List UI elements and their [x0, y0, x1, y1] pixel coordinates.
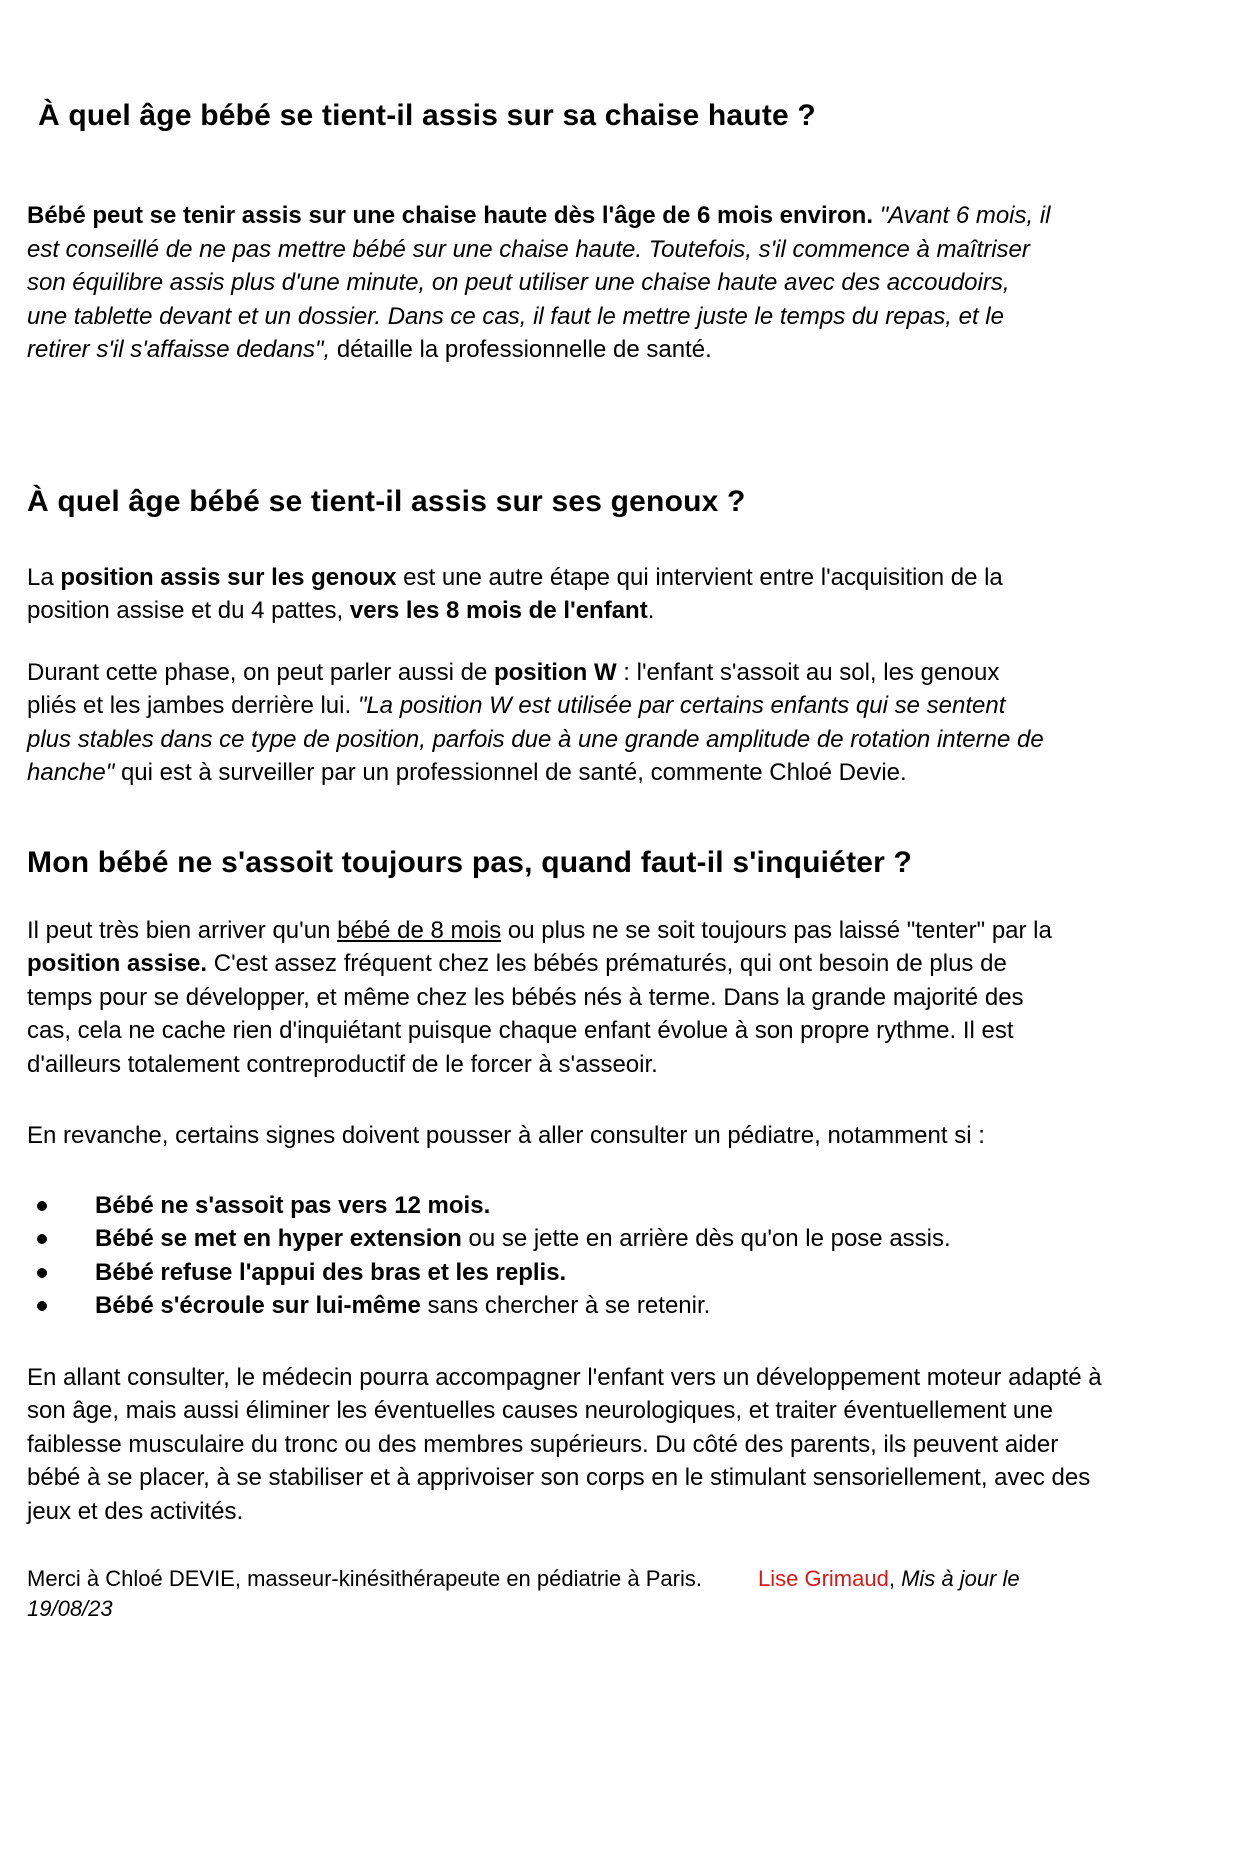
heading-inquieter: Mon bébé ne s'assoit toujours pas, quand faut-il s'inquiéter ? — [27, 845, 913, 879]
list-item — [27, 1222, 1052, 1256]
genoux-paragraph — [27, 561, 1052, 628]
separator: , — [888, 1566, 902, 1591]
text-run: Bébé se met en hyper extension — [95, 1225, 462, 1252]
text-run: En revanche, certains signes doivent pousser à aller consulter un pédiatre, notamment si : — [27, 1122, 985, 1149]
list-item — [27, 1189, 1052, 1223]
document-page — [0, 97, 1242, 1852]
heading-age-genoux: À quel âge bébé se tient-il assis sur ses genoux ? — [27, 484, 746, 518]
text-run: Bébé s'écroule sur lui-même — [95, 1292, 421, 1319]
text-run: qui est à surveiller par un professionnel de santé, commente Chloé Devie. — [120, 759, 907, 786]
consulter-intro-paragraph — [27, 1119, 1052, 1153]
text-run: Bébé peut se tenir assis sur une chaise haute dès l'âge de 6 mois environ. — [27, 202, 880, 229]
consulter-outro-paragraph — [27, 1361, 1112, 1529]
text-run: position W — [493, 658, 617, 686]
text-run: Il peut très bien arriver qu'un — [27, 916, 338, 944]
warning-signs-list — [27, 1189, 1052, 1323]
text-run: position assise. — [27, 950, 208, 977]
text-run: "Avant 6 mois, il est conseillé de ne pas mettre bébé sur une chaise haute. Toutefois, s'il commence à maîtriser son équilibre assis plus d'une minute, on peut utiliser une chaise haute avec des accoudoirs, une tablette devant et un dossier. Dans ce cas, il faut le mettre juste le temps du repas, et le retirer s'il s'affaisse dedans", — [27, 202, 1051, 363]
text-run: vers les 8 mois de l'enfant — [349, 597, 648, 624]
credits-text: Merci à Chloé DEVIE, masseur-kinésithérapeute en pédiatrie à Paris. — [27, 1566, 702, 1591]
text-run: ou plus ne se soit toujours pas laissé "tenter" par la — [501, 916, 1052, 944]
text-run: En allant consulter, le médecin pourra accompagner l'enfant vers un développement moteur adapté à son âge, mais aussi éliminer les éventuelles causes neurologiques, et traiter éventuellement une faiblesse musculaire du tronc ou des membres supérieurs. Du côté des parents, ils peuvent aider bébé à se placer, à se stabiliser et à apprivoiser son corps en le stimulant sensoriellement, avec des jeux et des activités. — [27, 1363, 1102, 1525]
article-footer — [27, 1564, 1052, 1624]
article-body — [27, 199, 1102, 1624]
text-run: Bébé refuse l'appui des bras et les replis. — [95, 1258, 567, 1286]
text-run: sans chercher à se retenir. — [420, 1292, 711, 1319]
text-run: C'est assez fréquent chez les bébés prématurés, qui ont besoin de plus de temps pour se développer, et même chez les bébés nés à terme. Dans la grande majorité des cas, cela ne cache rien d'inquiétant puisque chaque enfant évolue à son propre rythme. Il est d'ailleurs totalement contreproductif de le forcer à s'asseoir. — [27, 950, 1024, 1078]
author-name: Lise Grimaud — [758, 1566, 889, 1591]
text-run: . — [647, 597, 655, 624]
list-item — [27, 1256, 1052, 1290]
text-run: : l'enfant s'assoit au sol, les genoux pliés et les jambes derrière lui. — [27, 658, 1000, 719]
text-run: "La position W est utilisée par certains enfants qui se sentent plus stables dans ce type de position, parfois due à une grande amplitude de rotation interne de hanche" — [27, 692, 1044, 786]
intro-paragraph — [27, 199, 1052, 367]
text-run: ou se jette en arrière dès qu'on le pose assis. — [461, 1225, 951, 1252]
text-run: Bébé ne s'assoit pas vers 12 mois. — [95, 1191, 491, 1219]
inquieter-paragraph — [27, 914, 1052, 1082]
text-run: détaille la professionnelle de santé. — [336, 336, 712, 363]
text-run: La — [27, 563, 61, 591]
link-bebe-8-mois[interactable]: bébé de 8 mois — [337, 916, 502, 944]
text-run: position assis sur les genoux — [60, 563, 397, 591]
text-run: Durant cette phase, on peut parler aussi de — [27, 658, 494, 686]
text-run: est une autre étape qui intervient entre l'acquisition de la position assise et du 4 pattes, — [27, 563, 1003, 624]
list-item — [27, 1289, 1052, 1323]
position-w-paragraph — [27, 656, 1052, 790]
updated-date: Mis à jour le 19/08/23 — [27, 1566, 1020, 1621]
article-title: À quel âge bébé se tient-il assis sur sa chaise haute ? — [38, 99, 816, 132]
